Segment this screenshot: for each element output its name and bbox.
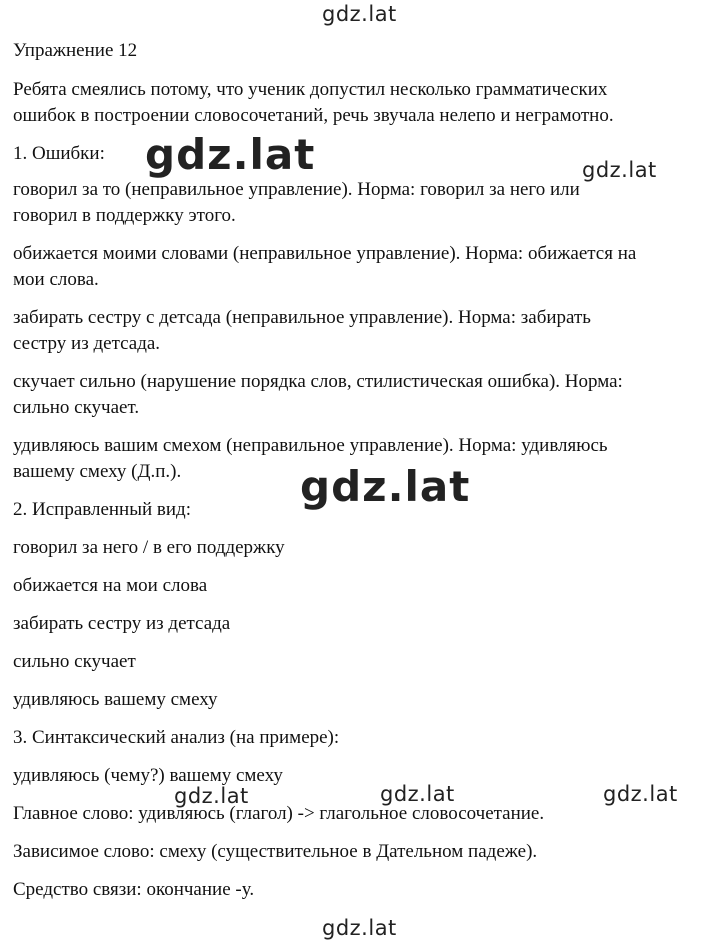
analysis-line-1: удивляюсь (чему?) вашему смеху [13,765,283,786]
analysis-heading: 3. Синтаксический анализ (на примере): [13,727,340,748]
watermark-right-1: gdz.lat [582,158,657,182]
watermark-bottom-left: gdz.lat [174,784,249,808]
corrected-item-1: говорил за него / в его поддержку [13,537,285,558]
corrected-item-2: обижается на мои слова [13,575,208,596]
intro-line-2: ошибок в построении словосочетаний, речь звучала нелепо и неграмотно. [13,105,614,126]
error-1-line-1: говорил за то (неправильное управление). Норма: говорил за него или [13,179,580,200]
errors-heading: 1. Ошибки: [13,143,105,164]
analysis-line-2: Главное слово: удивляюсь (глагол) -> глагольное словосочетание. [13,803,545,824]
intro-line-1: Ребята смеялись потому, что ученик допустил несколько грамматических [13,79,608,100]
corrected-item-4: сильно скучает [13,651,136,672]
analysis-line-4: Средство связи: окончание -у. [13,879,255,900]
corrected-heading: 2. Исправленный вид: [13,499,191,520]
corrected-item-5: удивляюсь вашему смеху [13,689,218,710]
analysis-line-3: Зависимое слово: смеху (существительное в Дательном падеже). [13,841,538,862]
error-2-line-2: мои слова. [13,269,99,290]
error-2-line-1: обижается моими словами (неправильное управление). Норма: обижается на [13,243,637,264]
watermark-bottom-right: gdz.lat [603,782,678,806]
watermark-footer: gdz.lat [322,916,397,940]
error-3-line-1: забирать сестру с детсада (неправильное управление). Норма: забирать [13,307,591,328]
error-1-line-2: говорил в поддержку этого. [13,205,236,226]
error-5-line-1: удивляюсь вашим смехом (неправильное управление). Норма: удивляюсь [13,435,608,456]
watermark-top: gdz.lat [322,2,397,26]
error-4-line-2: сильно скучает. [13,397,140,418]
error-3-line-2: сестру из детсада. [13,333,161,354]
exercise-title: Упражнение 12 [13,40,138,61]
corrected-item-3: забирать сестру из детсада [13,613,231,634]
watermark-bottom-center: gdz.lat [380,782,455,806]
error-5-line-2: вашему смеху (Д.п.). [13,461,182,482]
error-4-line-1: скучает сильно (нарушение порядка слов, стилистическая ошибка). Норма: [13,371,623,392]
watermark-large-2: gdz.lat [300,462,471,511]
watermark-large-1: gdz.lat [145,130,316,179]
